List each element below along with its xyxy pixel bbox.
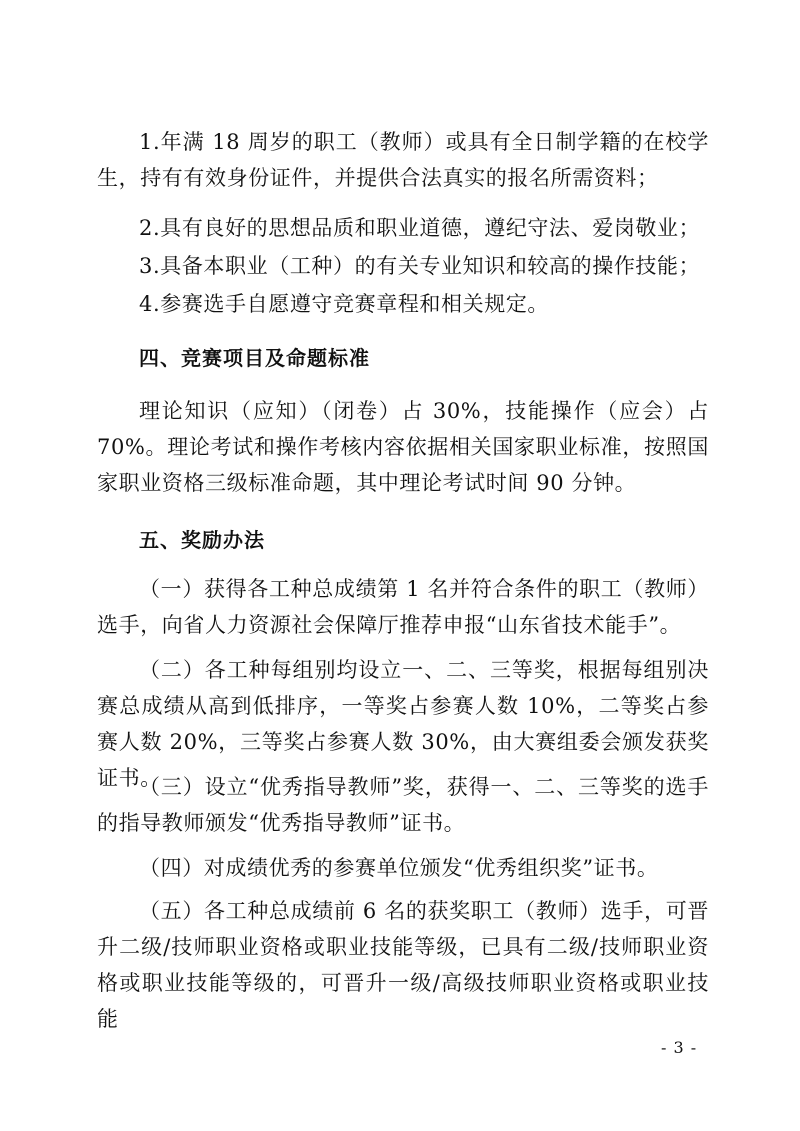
award-item-2: （二）各工种每组别均设立一、二、三等奖，根据每组别决赛总成绩从高到低排序，一等奖占参赛人数 10%，二等奖占参赛人数 20%，三等奖占参赛人数 30%，由大赛组委会颁发获奖证书。 xyxy=(97,658,709,790)
section-4-heading: 四、竞赛项目及命题标准 xyxy=(139,346,370,370)
award-item-3: （三）设立“优秀指导教师”奖，获得一、二、三等奖的选手的指导教师颁发“优秀指导教师”证书。 xyxy=(97,775,709,835)
requirement-2: 2.具有良好的思想品质和职业道德，遵纪守法、爱岗敬业； xyxy=(139,216,701,240)
page-number: - 3 - xyxy=(661,1038,698,1057)
award-item-1: （一）获得各工种总成绩第 1 名并符合条件的职工（教师）选手，向省人力资源社会保障厅推荐申报“山东省技术能手”。 xyxy=(97,577,709,637)
requirement-3: 3.具备本职业（工种）的有关专业知识和较高的操作技能； xyxy=(139,254,701,278)
section-5-heading: 五、奖励办法 xyxy=(139,528,265,552)
award-item-5: （五）各工种总成绩前 6 名的获奖职工（教师）选手，可晋升二级/技师职业资格或职业技能等级，已具有二级/技师职业资格或职业技能等级的，可晋升一级/高级技师职业资格或职业技能 xyxy=(97,899,709,1031)
requirement-1: 1.年满 18 周岁的职工（教师）或具有全日制学籍的在校学生，持有有效身份证件，并提供合法真实的报名所需资料； xyxy=(97,130,709,190)
section-4-body: 理论知识（应知）（闭卷）占 30%，技能操作（应会）占70%。理论考试和操作考核内容依据相关国家职业标准，按照国家职业资格三级标准命题，其中理论考试时间 90 分钟。 xyxy=(97,399,709,495)
requirement-4: 4.参赛选手自愿遵守竞赛章程和相关规定。 xyxy=(139,292,550,316)
award-item-4: （四）对成绩优秀的参赛单位颁发“优秀组织奖”证书。 xyxy=(139,856,659,880)
